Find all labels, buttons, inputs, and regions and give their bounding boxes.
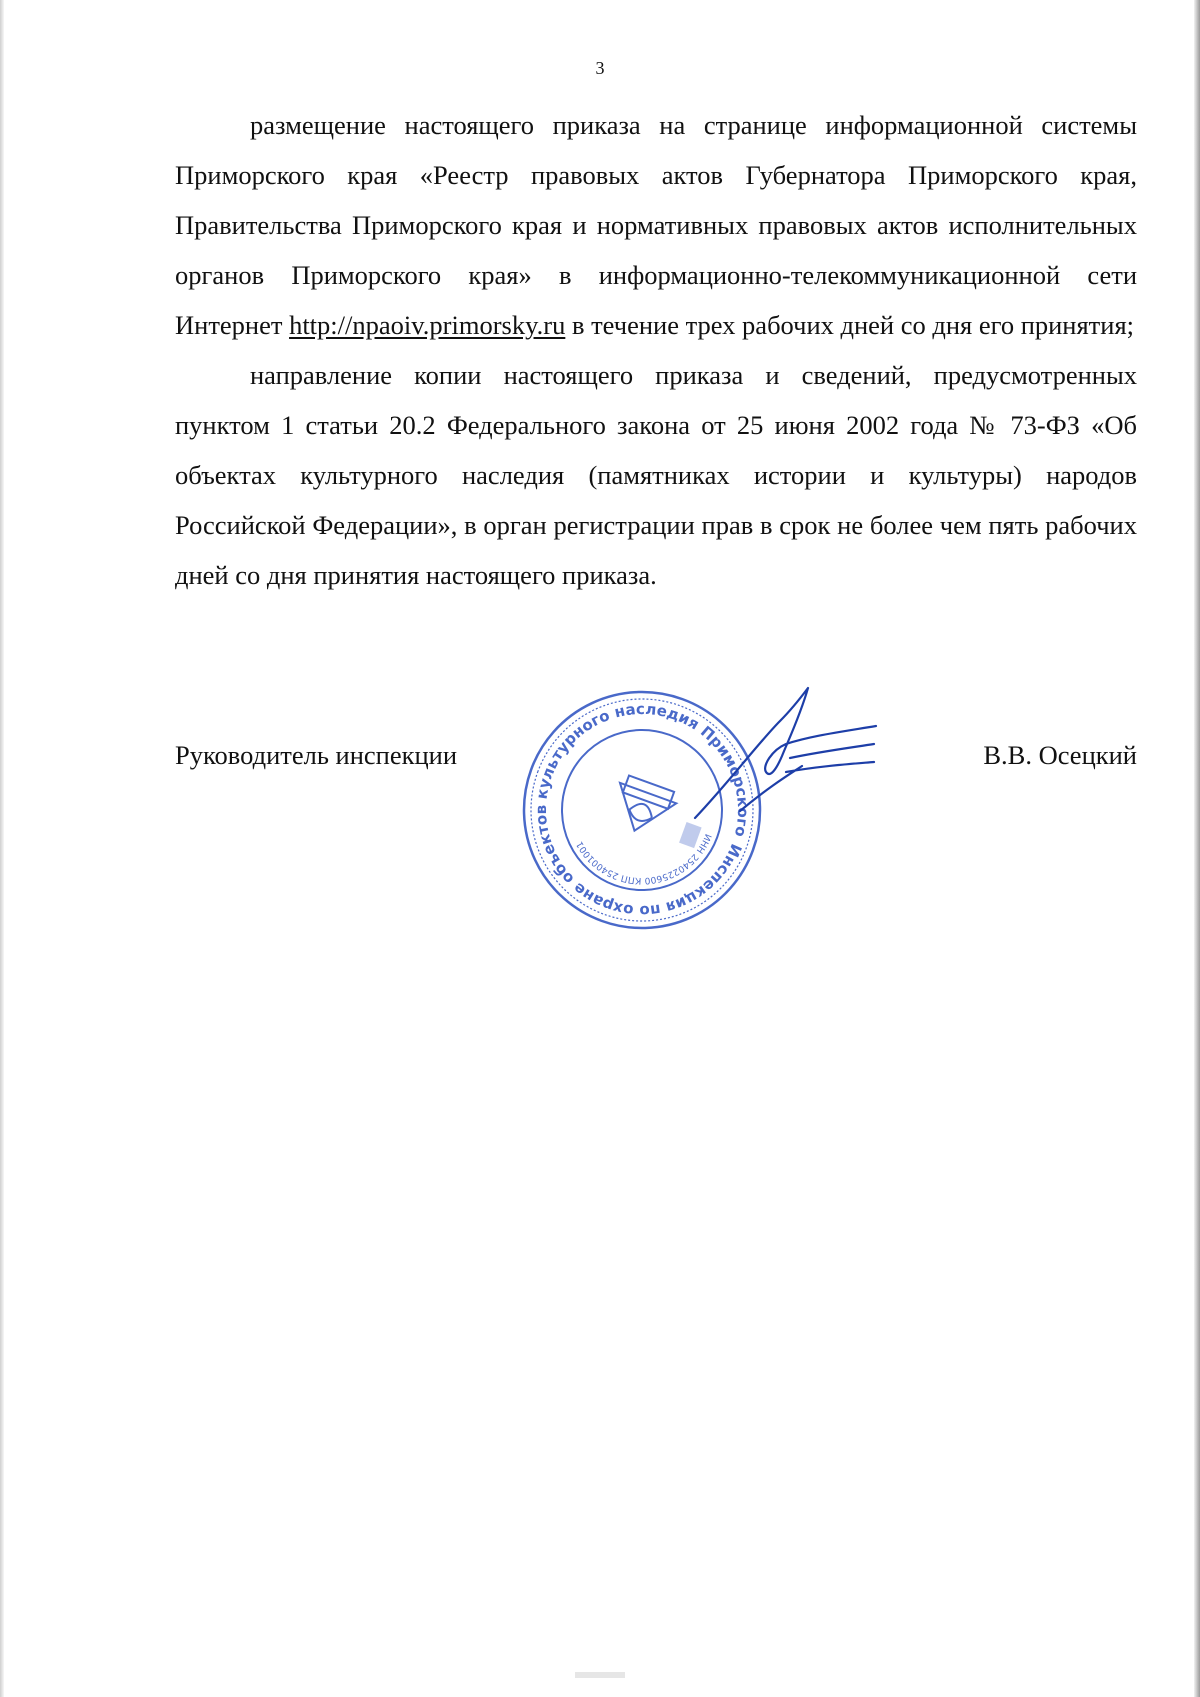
paragraph-publication-text: размещение настоящего приказа на странице информационной системы Приморского края «Реестр правовых актов Губернатора Приморского края, Правительства Приморского края и нормативных правовых актов исполнительных органов Приморского края» в информационно-телекоммуникационной сети Интернет bbox=[175, 110, 1137, 340]
handwritten-signature bbox=[690, 686, 880, 826]
seal-inner-text: ИНН 2540225600 КПП 254001001 bbox=[575, 832, 713, 886]
page-number: 3 bbox=[595, 58, 605, 78]
document-body bbox=[175, 100, 1137, 600]
scan-edge-right bbox=[1194, 0, 1200, 1697]
scan-edge-left bbox=[0, 0, 4, 1697]
scan-artifact bbox=[575, 1672, 625, 1678]
paragraph-publication bbox=[175, 100, 1137, 350]
signatory-title: Руководитель инспекции bbox=[175, 740, 458, 770]
paragraph-registration: направление копии настоящего приказа и сведений, предусмотренных пунктом 1 статьи 20.2 Федерального закона от 25 июня 2002 года № 73-ФЗ «Об объектах культурного наследия (памятниках истории и культуры) народов Российской Федерации», в орган регистрации прав в срок не более чем пять рабочих дней со дня принятия настоящего приказа. bbox=[175, 360, 1137, 590]
paragraph-publication-tail: в течение трех рабочих дней со дня его принятия; bbox=[565, 310, 1134, 340]
seal-ring-text: Инспекция по охране объектов культурного наследия Приморского bbox=[531, 699, 753, 921]
registry-link[interactable]: http://npaoiv.primorsky.ru bbox=[289, 310, 566, 340]
signatory-name: В.В. Осецкий bbox=[983, 740, 1137, 770]
